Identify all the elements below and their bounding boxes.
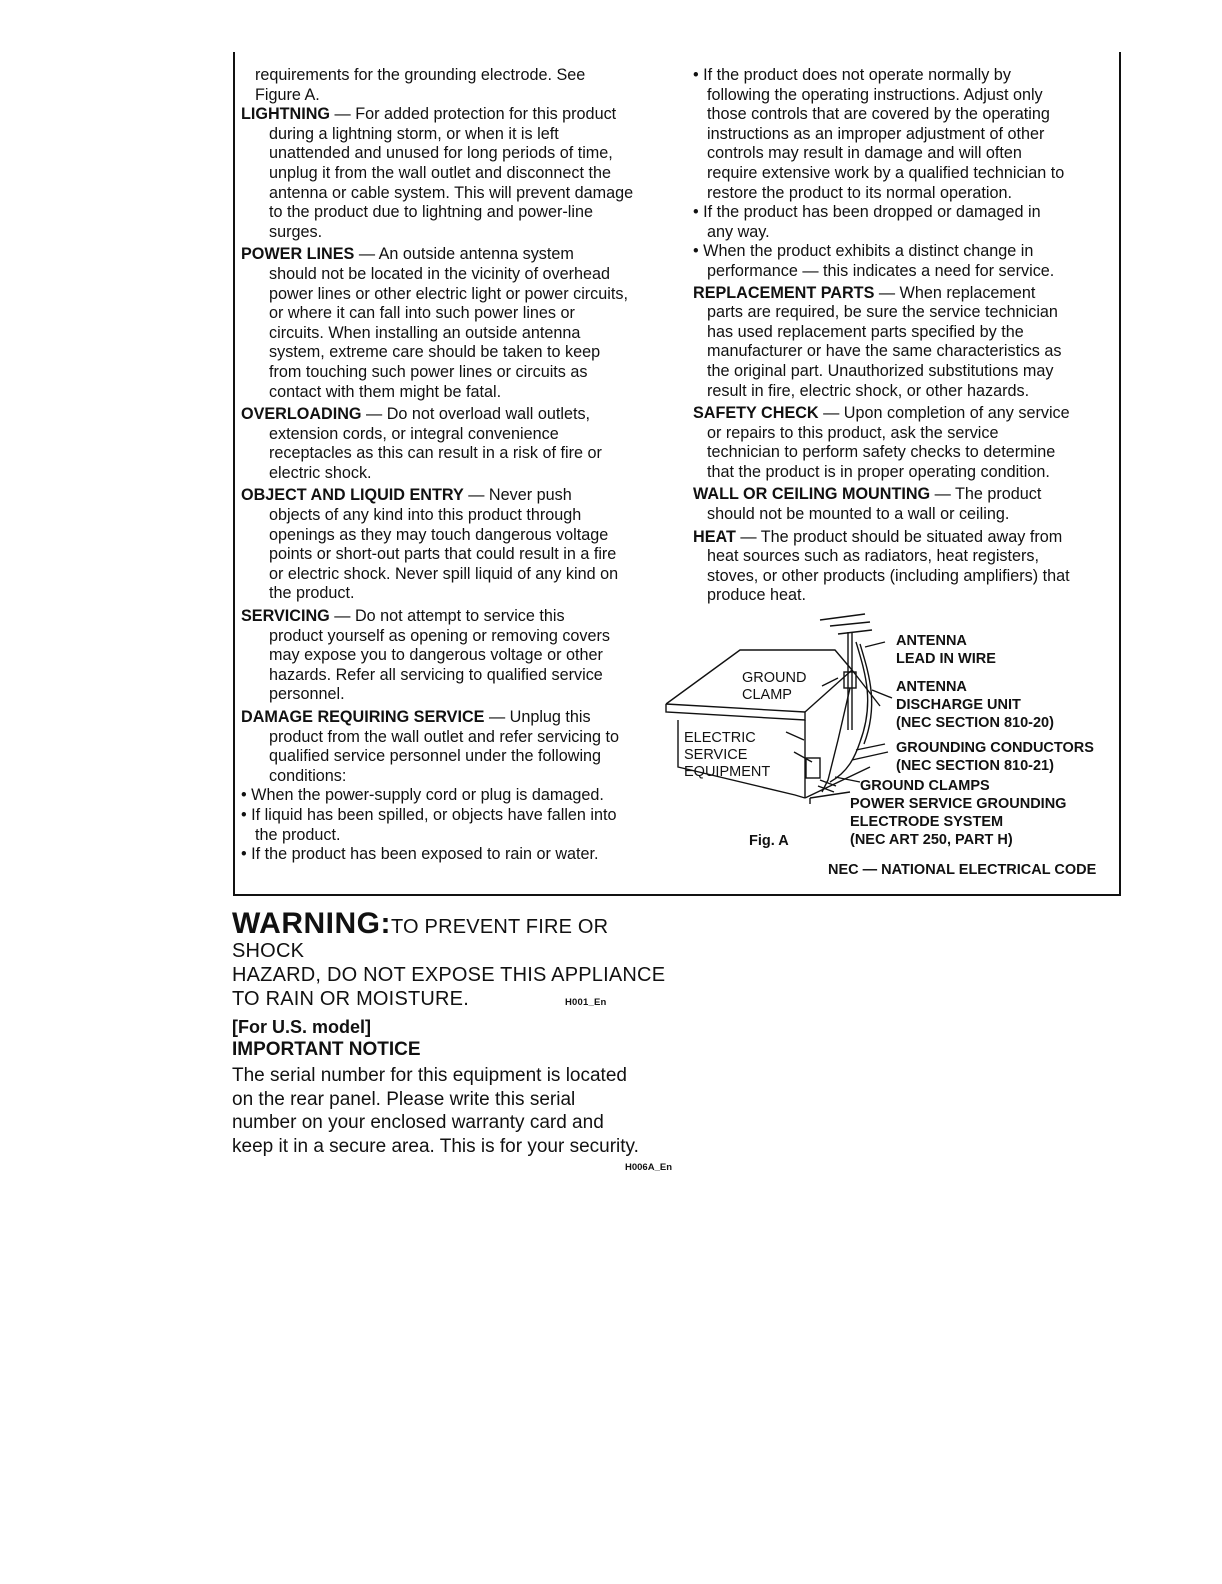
- ground-clamps-label: GROUND CLAMPS: [860, 778, 990, 794]
- notice-body: The serial number for this equipment is located on the rear panel. Please write this serial number on your enclosed warranty card and keep it in a secure area. This is for your security.: [232, 1065, 639, 1157]
- warning-block: [232, 907, 672, 1015]
- heat-section: HEAT — The product should be situated away from heat sources such as radiators, heat registers, stoves, or other products (including amplifiers) that produce heat.: [693, 527, 1070, 605]
- bullet-item: • If the product has been exposed to rain or water.: [241, 845, 599, 864]
- important-notice: [232, 1016, 672, 1173]
- notice-code: H006A_En: [625, 1162, 672, 1173]
- left-column: [241, 66, 661, 865]
- warning-line: HAZARD, DO NOT EXPOSE THIS APPLIANCE: [232, 964, 666, 986]
- warning-code: H001_En: [564, 997, 607, 1008]
- bullet-item: • If liquid has been spilled, or objects have fallen into the product.: [241, 805, 617, 844]
- power-service-label: POWER SERVICE GROUNDING ELECTRODE SYSTEM (NEC ART 250, PART H): [850, 796, 1067, 848]
- wall-ceiling-section: WALL OR CEILING MOUNTING — The product should not be mounted to a wall or ceiling.: [693, 485, 1042, 524]
- discharge-unit-label: ANTENNA DISCHARGE UNIT (NEC SECTION 810-20): [896, 679, 1054, 731]
- intro-text: requirements for the grounding electrode. See Figure A.: [255, 66, 586, 104]
- replacement-parts-section: REPLACEMENT PARTS — When replacement parts are required, be sure the service technician has used replacement parts specified by the manufacturer or have the same characteristics as the original part. Unauthorized substitutions may result in fire, electric shock, or other hazards.: [693, 283, 1062, 400]
- grounding-figure: [660, 612, 1115, 882]
- lightning-section: LIGHTNING — For added protection for this product during a lightning storm, or when it is left unattended and unused for long periods of time, unplug it from the wall outlet and disconnect the antenna or cable system. This will prevent damage to the product due to lightning and power-line surges.: [241, 105, 634, 241]
- bullet-item: • When the product exhibits a distinct change in performance — this indicates a need for service.: [693, 242, 1055, 280]
- safety-check-section: SAFETY CHECK — Upon completion of any service or repairs to this product, ask the service technician to perform safety checks to determine that the product is in proper operating condition.: [693, 404, 1070, 481]
- servicing-section: SERVICING — Do not attempt to service this product yourself as opening or removing covers may expose you to dangerous voltage or other hazards. Refer all servicing to qualified service personnel.: [241, 607, 611, 704]
- bullet-item: • If the product does not operate normally by following the operating instructions. Adjust only those controls that are covered by the operating instructions as an improper adjustment of other controls may result in damage and will often require extensive work by a qualified technician to restore the product to its normal operation.: [693, 66, 1065, 202]
- power-lines-section: POWER LINES — An outside antenna system should not be located in the vicinity of overhead power lines or other electric light or power circuits, or where it can fall into such power lines or circuits. When installing an outside antenna system, extreme care should be taken to keep from touching such power lines or circuits as contact with them might be fatal.: [241, 245, 628, 401]
- figure-caption: Fig. A: [749, 833, 789, 849]
- warning-line: TO RAIN OR MOISTURE. H001_En: [232, 988, 607, 1010]
- electric-service-label: ELECTRIC SERVICE EQUIPMENT: [684, 730, 771, 780]
- object-liquid-section: OBJECT AND LIQUID ENTRY — Never push objects of any kind into this product through openings as they may touch dangerous voltage points or short-out parts that could result in a fire or electric shock. Never spill liquid of any kind on the product.: [241, 486, 619, 603]
- warning-heading: WARNING:: [232, 907, 391, 940]
- antenna-lead-label: ANTENNA LEAD IN WIRE: [896, 633, 996, 667]
- overloading-section: OVERLOADING — Do not overload wall outlets, extension cords, or integral convenience receptacles as this can result in a risk of fire or electric shock.: [241, 405, 602, 482]
- nec-note: NEC — NATIONAL ELECTRICAL CODE: [828, 862, 1097, 878]
- bullet-item: • When the power-supply cord or plug is damaged.: [241, 786, 604, 805]
- grounding-conductors-label: GROUNDING CONDUCTORS (NEC SECTION 810-21): [896, 740, 1094, 774]
- warning-line: TO PREVENT FIRE OR SHOCK: [232, 916, 609, 962]
- ground-clamp-label: GROUND CLAMP: [742, 670, 807, 703]
- notice-model: [For U.S. model]: [232, 1017, 371, 1037]
- notice-title: IMPORTANT NOTICE: [232, 1039, 421, 1060]
- bullet-item: • If the product has been dropped or damaged in any way.: [693, 203, 1041, 241]
- damage-section: DAMAGE REQUIRING SERVICE — Unplug this product from the wall outlet and refer servicing to qualified service personnel under the following conditions:: [241, 708, 619, 785]
- right-column: [693, 66, 1111, 606]
